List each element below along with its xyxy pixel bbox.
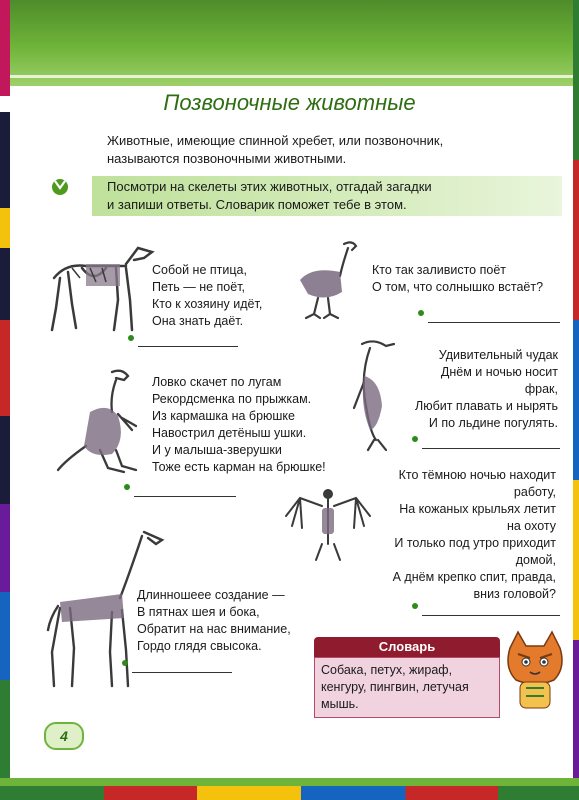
cat-mascot-illustration	[500, 628, 570, 718]
answer-bullet	[412, 436, 418, 442]
answer-bullet	[418, 310, 424, 316]
answer-bullet	[122, 660, 128, 666]
riddle-giraffe: Длинношеее создание — В пятнах шея и бока, Обратит на нас внимание, Гордо глядя свысока.	[137, 588, 291, 653]
dog-skeleton-image	[46, 238, 158, 338]
pencil-task-icon	[50, 176, 70, 196]
rooster-skeleton-image	[292, 236, 362, 322]
answer-bullet	[412, 603, 418, 609]
page-title: Позвоночные животные	[163, 90, 416, 115]
answer-line-rooster[interactable]	[428, 322, 560, 323]
intro-text: Животные, имеющие спинной хребет, или позвоночник, называются позвоночными животными.	[107, 133, 444, 166]
task-text: Посмотри на скелеты этих животных, отгадай загадки и запиши ответы. Словарик поможет тебе в этом.	[107, 179, 432, 212]
kangaroo-skeleton-image	[56, 366, 152, 476]
top-header-band	[10, 0, 573, 86]
answer-line-penguin[interactable]	[422, 448, 560, 449]
dictionary-words: Собака, петух, жираф, кенгуру, пингвин, летучая мышь.	[314, 657, 500, 718]
answer-line-bat[interactable]	[422, 615, 560, 616]
riddle-dog: Собой не птица, Петь — не поёт, Кто к хозяину идёт, Она знать даёт.	[152, 263, 263, 328]
dictionary-box	[314, 637, 500, 718]
riddle-bat: Кто тёмною ночью находит работу, На кожаных крыльях летит на охоту И только под утро приходит домой, А днём крепко спит, правда, вниз головой?	[392, 468, 556, 601]
dictionary-heading: Словарь	[314, 637, 500, 657]
answer-bullet	[128, 335, 134, 341]
answer-line-dog[interactable]	[138, 346, 238, 347]
bat-skeleton-image	[282, 486, 374, 566]
answer-bullet	[124, 484, 130, 490]
right-color-strip	[573, 0, 579, 800]
answer-line-giraffe[interactable]	[132, 672, 232, 673]
page-number: 4	[44, 722, 84, 750]
bottom-color-band	[0, 778, 579, 800]
header-rule	[10, 75, 573, 78]
riddle-rooster: Кто так заливисто поёт О том, что солнышко встаёт?	[372, 263, 544, 294]
riddle-kangaroo: Ловко скачет по лугам Рекордсменка по прыжкам. Из кармашка на брюшке Навострил детёныш ушки. И у малыша-зверушки Тоже есть карман на брюшке!	[152, 375, 326, 474]
left-color-strip	[0, 0, 10, 800]
riddle-penguin: Удивительный чудак Днём и ночью носит фрак, Любит плавать и нырять И по льдине погулять.	[415, 348, 558, 430]
answer-line-kangaroo[interactable]	[134, 496, 236, 497]
